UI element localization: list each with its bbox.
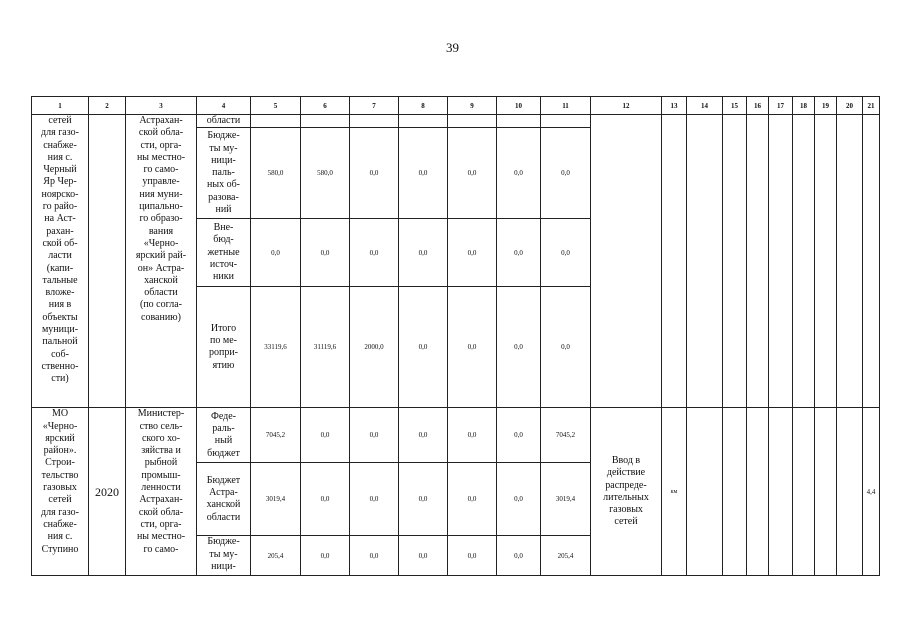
value-cell — [793, 408, 815, 576]
funding-source: Итого по ме- ропри- ятию — [197, 287, 251, 408]
col-header: 4 — [197, 97, 251, 115]
col-header: 1 — [32, 97, 89, 115]
value-cell — [747, 408, 769, 576]
value-cell — [837, 115, 863, 408]
col-header: 10 — [497, 97, 541, 115]
value-cell: 0,0 — [399, 463, 448, 536]
value-cell — [723, 115, 747, 408]
table-row — [32, 115, 880, 128]
funding-source: Бюдже- ты му- ници- паль- ных об- разова- ний — [197, 128, 251, 219]
value-cell: 0,0 — [399, 287, 448, 408]
col-header: 13 — [662, 97, 687, 115]
value-cell — [541, 115, 591, 128]
value-cell — [448, 115, 497, 128]
col-header: 5 — [251, 97, 301, 115]
value-cell — [399, 115, 448, 128]
value-cell: 4,4 — [863, 408, 880, 576]
value-cell: 0,0 — [497, 128, 541, 219]
value-cell: 0,0 — [497, 287, 541, 408]
value-cell: 0,0 — [497, 219, 541, 287]
value-cell: 0,0 — [497, 408, 541, 463]
value-cell: 0,0 — [301, 408, 350, 463]
value-cell: 0,0 — [350, 219, 399, 287]
col-header: 8 — [399, 97, 448, 115]
header-row — [32, 97, 880, 115]
value-cell — [815, 115, 837, 408]
value-cell: 580,0 — [251, 128, 301, 219]
col-header: 12 — [591, 97, 662, 115]
col-header: 19 — [815, 97, 837, 115]
value-cell: 0,0 — [399, 128, 448, 219]
table-row — [32, 408, 880, 463]
executor-cell: Министер- ство сель- ского хо- зяйства и рыбной промыш- ленности Астрахан- ской обла- сти, орга- ны местно- го само- — [126, 408, 197, 576]
value-cell: 3019,4 — [251, 463, 301, 536]
value-cell: 0,0 — [448, 128, 497, 219]
year-cell — [89, 115, 126, 408]
value-cell: 205,4 — [251, 536, 301, 576]
value-cell: 0,0 — [448, 287, 497, 408]
value-cell: 0,0 — [448, 463, 497, 536]
value-cell: 0,0 — [301, 536, 350, 576]
value-cell: 0,0 — [301, 219, 350, 287]
value-cell — [837, 408, 863, 576]
value-cell: 0,0 — [399, 408, 448, 463]
value-cell: 7045,2 — [251, 408, 301, 463]
value-cell — [301, 115, 350, 128]
unit-cell: км — [662, 408, 687, 576]
col-header: 16 — [747, 97, 769, 115]
value-cell: 2000,0 — [350, 287, 399, 408]
col-header: 2 — [89, 97, 126, 115]
value-cell — [251, 115, 301, 128]
value-cell: 205,4 — [541, 536, 591, 576]
funding-source: Вне- бюд- жетные источ- ники — [197, 219, 251, 287]
col-header: 3 — [126, 97, 197, 115]
value-cell: 580,0 — [301, 128, 350, 219]
page-number: 39 — [446, 40, 459, 55]
col-header: 21 — [863, 97, 880, 115]
measure-name: сетей для газо- снабже- ния с. Черный Яр Чер- ноярско- го райо- на Аст- рахан- ской об- ласти (капи- тальные вложе- ния в объекты муници- пальной соб- ственно- сти) — [32, 115, 89, 408]
value-cell: 0,0 — [301, 463, 350, 536]
value-cell: 0,0 — [497, 463, 541, 536]
value-cell: 33119,6 — [251, 287, 301, 408]
value-cell: 0,0 — [448, 536, 497, 576]
value-cell: 0,0 — [448, 219, 497, 287]
value-cell: 0,0 — [497, 536, 541, 576]
col-header: 6 — [301, 97, 350, 115]
indicator-cell: Ввод в действие распреде- лительных газовых сетей — [591, 408, 662, 576]
funding-source: Феде- раль- ный бюджет — [197, 408, 251, 463]
value-cell — [350, 115, 399, 128]
value-cell — [769, 408, 793, 576]
year-cell: 2020 — [89, 408, 126, 576]
funding-source: Бюджет Астра- ханской области — [197, 463, 251, 536]
value-cell: 0,0 — [350, 128, 399, 219]
col-header: 11 — [541, 97, 591, 115]
value-cell: 0,0 — [350, 536, 399, 576]
value-cell — [769, 115, 793, 408]
value-cell: 0,0 — [350, 408, 399, 463]
program-table — [31, 96, 880, 576]
value-cell — [497, 115, 541, 128]
funding-source: области — [197, 115, 251, 128]
col-header: 18 — [793, 97, 815, 115]
col-header: 9 — [448, 97, 497, 115]
value-cell: 0,0 — [399, 536, 448, 576]
value-cell — [793, 115, 815, 408]
indicator-cell — [591, 115, 662, 408]
value-cell — [687, 408, 723, 576]
value-cell — [815, 408, 837, 576]
col-header: 20 — [837, 97, 863, 115]
col-header: 7 — [350, 97, 399, 115]
funding-source: Бюдже- ты му- ници- — [197, 536, 251, 576]
executor-cell: Астрахан- ской обла- сти, орга- ны местно- го само- управле- ния муни- ципально- го образо- вания «Черно- ярский рай- он» Астра- ханской области (по согла- сованию) — [126, 115, 197, 408]
measure-name: МО «Черно- ярский район». Строи- тельство газовых сетей для газо- снабже- ния с. Ступино — [32, 408, 89, 576]
value-cell: 0,0 — [541, 287, 591, 408]
value-cell: 31119,6 — [301, 287, 350, 408]
value-cell: 3019,4 — [541, 463, 591, 536]
col-header: 17 — [769, 97, 793, 115]
value-cell: 0,0 — [350, 463, 399, 536]
value-cell: 0,0 — [251, 219, 301, 287]
value-cell: 0,0 — [541, 219, 591, 287]
unit-cell — [662, 115, 687, 408]
value-cell — [863, 115, 880, 408]
value-cell: 0,0 — [399, 219, 448, 287]
value-cell — [747, 115, 769, 408]
value-cell: 7045,2 — [541, 408, 591, 463]
value-cell: 0,0 — [541, 128, 591, 219]
value-cell: 0,0 — [448, 408, 497, 463]
col-header: 14 — [687, 97, 723, 115]
col-header: 15 — [723, 97, 747, 115]
value-cell — [723, 408, 747, 576]
value-cell — [687, 115, 723, 408]
